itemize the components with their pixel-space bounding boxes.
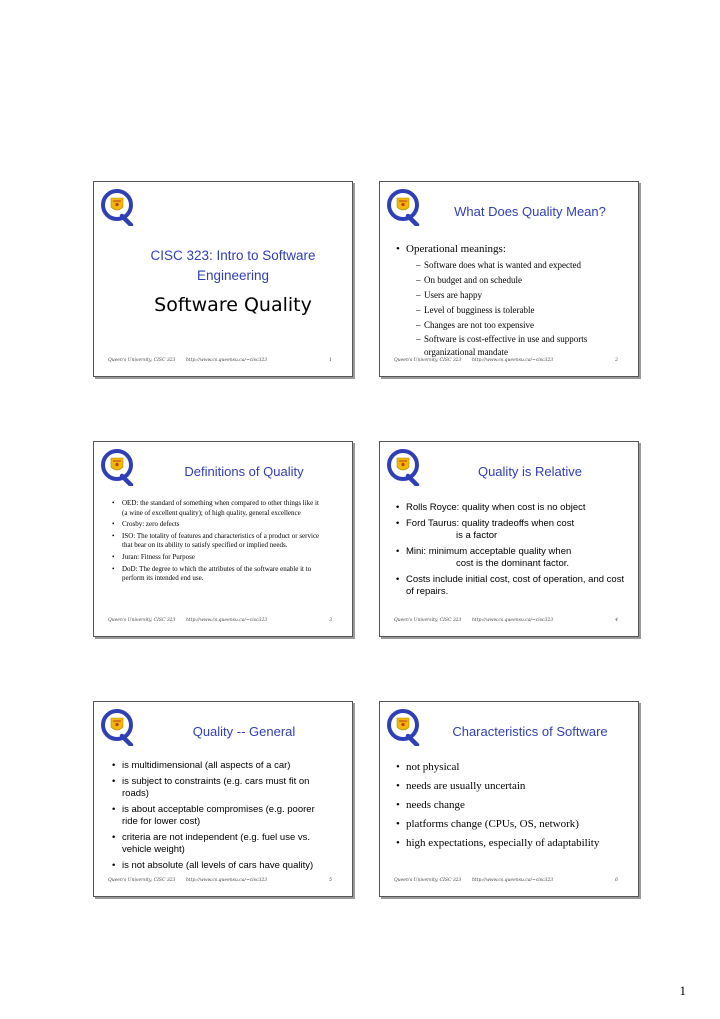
footer-university: Queen's University, CISC 323: [108, 618, 176, 623]
bullet-item: • is about acceptable compromises (e.g. poorer ride for lower cost): [112, 804, 330, 829]
slide-title: Characteristics of Software: [452, 724, 608, 739]
bullet-list: [396, 760, 630, 850]
bullet-item: • criteria are not independent (e.g. fuel use vs. vehicle weight): [112, 832, 330, 857]
bullet-item: • Juran: Fitness for Purpose: [112, 553, 326, 563]
sub-item: – Level of bugginess is tolerable: [416, 303, 630, 318]
footer-university: Queen's University, CISC 323: [108, 358, 176, 363]
slide-number: 2: [615, 358, 618, 363]
bullet-item: • Mini: minimum acceptable quality when cost is the dominant factor.: [396, 546, 628, 571]
queens-q-logo-icon: [100, 188, 134, 226]
bullet-item: • Costs include initial cost, cost of operation, and cost of repairs.: [396, 574, 628, 599]
bullet-item: • Ford Taurus: quality tradeoffs when cost is a factor: [396, 518, 628, 543]
bullet-item: • is subject to constraints (e.g. cars must fit on roads): [112, 776, 330, 801]
footer-university: Queen's University, CISC 323: [108, 878, 176, 883]
bullet-list: [112, 760, 330, 872]
queens-q-logo-icon: [100, 708, 134, 746]
queens-q-logo-icon: [386, 448, 420, 486]
slide-footer: [380, 358, 638, 368]
footer-university: Queen's University, CISC 323: [394, 878, 462, 883]
slide-4: [379, 441, 639, 637]
bullet-list: [396, 502, 628, 599]
slide-title: Definitions of Quality: [184, 464, 304, 479]
bullet-item: • not physical: [396, 760, 630, 774]
footer-url: http://www.cs.queensu.ca/~cisc323: [186, 618, 268, 623]
sub-item: – Changes are not too expensive: [416, 318, 630, 333]
sub-list: [406, 258, 630, 359]
bullet-list: [396, 242, 630, 359]
slide-1: [93, 181, 353, 377]
slide-number: 4: [615, 618, 618, 623]
slide-title: What Does Quality Mean?: [454, 204, 606, 219]
sub-item: – Users are happy: [416, 288, 630, 303]
sub-item: – Software is cost-effective in use and supports organizational mandate: [416, 333, 630, 359]
slide-footer: [94, 878, 352, 888]
slide-number: 3: [329, 618, 332, 623]
bullet-item: • needs are usually uncertain: [396, 779, 630, 793]
bullet-item: • is multidimensional (all aspects of a car): [112, 760, 330, 773]
footer-url: http://www.cs.queensu.ca/~cisc323: [186, 358, 268, 363]
footer-university: Queen's University, CISC 323: [394, 618, 462, 623]
slide-5: [93, 701, 353, 897]
footer-url: http://www.cs.queensu.ca/~cisc323: [472, 358, 554, 363]
slide-footer: [94, 618, 352, 628]
bullet-item: • ISO: The totality of features and characteristics of a product or service that bear on its ability to satisfy specified or implied needs.: [112, 532, 326, 551]
slide-number: 6: [615, 878, 618, 883]
bullet-item: • is not absolute (all levels of cars have quality): [112, 860, 330, 873]
footer-url: http://www.cs.queensu.ca/~cisc323: [472, 618, 554, 623]
course-title: CISC 323: Intro to Software Engineering: [150, 248, 316, 283]
queens-q-logo-icon: [386, 708, 420, 746]
bullet-item: • needs change: [396, 798, 630, 812]
slide-number: 5: [329, 878, 332, 883]
slide-number: 1: [329, 358, 332, 363]
page-number: 1: [679, 983, 686, 998]
footer-url: http://www.cs.queensu.ca/~cisc323: [186, 878, 268, 883]
queens-q-logo-icon: [386, 188, 420, 226]
sub-item: – Software does what is wanted and expected: [416, 258, 630, 273]
slide-6: [379, 701, 639, 897]
slide-2: [379, 181, 639, 377]
bullet-list: [112, 499, 326, 584]
slide-footer: [94, 358, 352, 368]
slide-title: Quality -- General: [192, 724, 296, 739]
lecture-topic: Software Quality: [154, 294, 312, 316]
bullet-item: • platforms change (CPUs, OS, network): [396, 817, 630, 831]
footer-url: http://www.cs.queensu.ca/~cisc323: [472, 878, 554, 883]
bullet-item: • Rolls Royce: quality when cost is no object: [396, 502, 628, 515]
bullet-item: • Crosby: zero defects: [112, 520, 326, 530]
bullet-item: • Operational meanings: – Software does what is wanted and expected – On budget and on schedule – Users are happy – Level of bugginess is tolerable – Changes are not too expensive – Software is cost-effective in use and supports organizational mandate: [396, 242, 630, 359]
queens-q-logo-icon: [100, 448, 134, 486]
footer-university: Queen's University, CISC 323: [394, 358, 462, 363]
slide-footer: [380, 618, 638, 628]
sub-item: – On budget and on schedule: [416, 273, 630, 288]
slide-title: Quality is Relative: [477, 464, 583, 479]
bullet-item: • high expectations, especially of adaptability: [396, 836, 630, 850]
slide-footer: [380, 878, 638, 888]
bullet-item: • OED: the standard of something when compared to other things like it (a wine of excellent quality); of high quality, general excellence: [112, 499, 326, 518]
slide-3: [93, 441, 353, 637]
bullet-item: • DoD: The degree to which the attributes of the software enable it to perform its intended end use.: [112, 565, 326, 584]
